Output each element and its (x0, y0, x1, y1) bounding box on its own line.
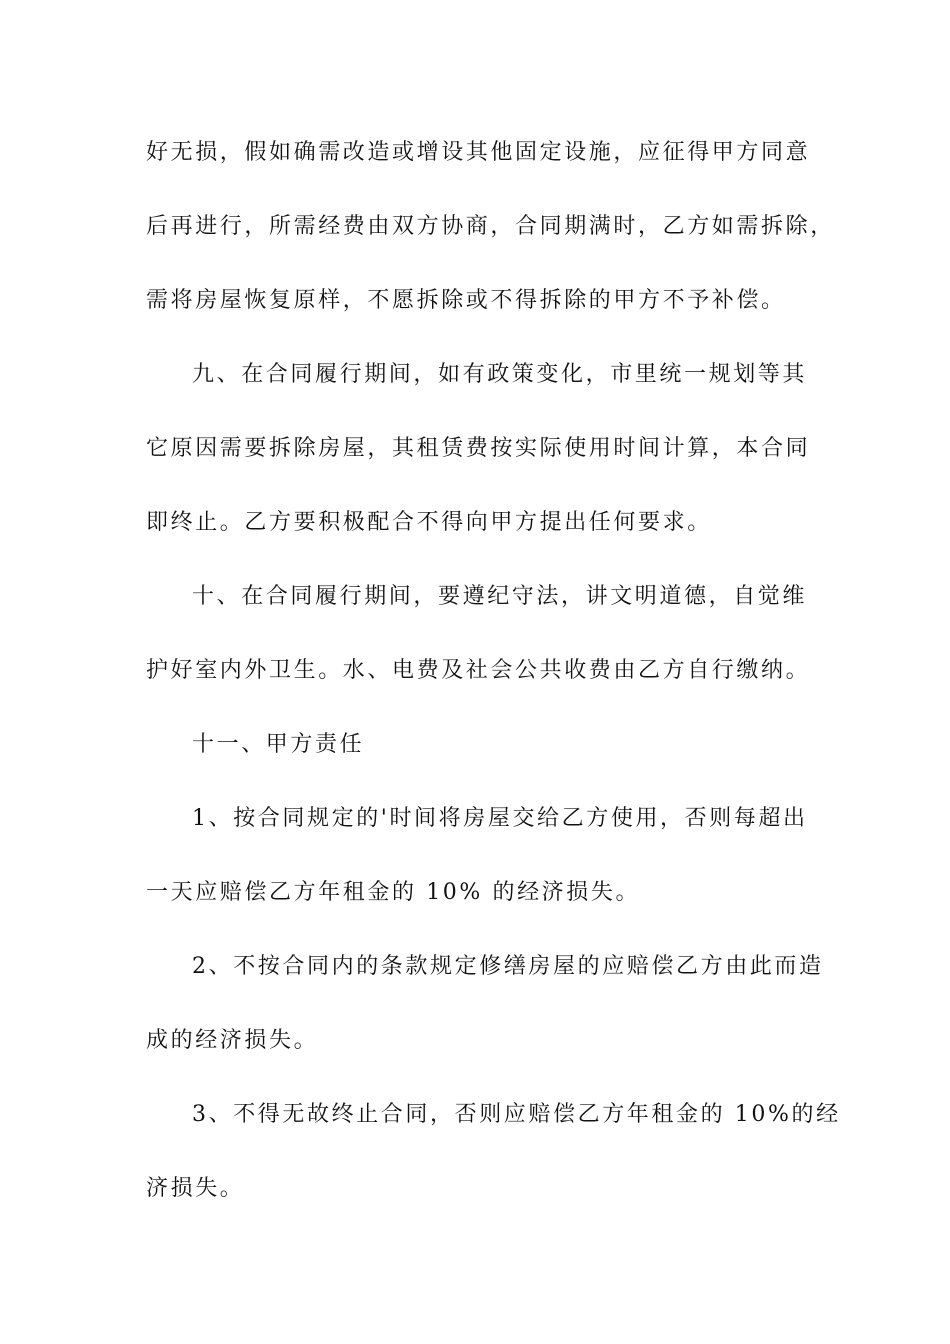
item-1-line: 1、按合同规定的'时间将房屋交给乙方使用，否则每超出 (192, 806, 808, 831)
clause-11-heading: 十一、甲方责任 (192, 732, 365, 757)
text-line: 即终止。乙方要积极配合不得向甲方提出任何要求。 (146, 510, 712, 535)
item-3-line: 3、不得无故终止合同，否则应赔偿乙方年租金的 10%的经 (192, 1102, 841, 1127)
text-line: 一天应赔偿乙方年租金的 10% 的经济损失。 (146, 880, 641, 905)
text-line: 好无损，假如确需改造或增设其他固定设施，应征得甲方同意 (146, 140, 811, 165)
text-line: 成的经济损失。 (146, 1028, 319, 1053)
clause-9-line: 九、在合同履行期间，如有政策变化，市里统一规划等其 (192, 362, 808, 387)
document-body (146, 130, 841, 1240)
text-line: 护好室内外卫生。水、电费及社会公共收费由乙方自行缴纳。 (146, 658, 811, 683)
clause-10-line: 十、在合同履行期间，要遵纪守法，讲文明道德，自觉维 (192, 584, 808, 609)
text-line: 后再进行，所需经费由双方协商，合同期满时，乙方如需拆除， (146, 214, 835, 239)
text-line: 济损失。 (146, 1176, 245, 1201)
text-line: 它原因需要拆除房屋，其租赁费按实际使用时间计算，本合同 (146, 436, 811, 461)
item-2-line: 2、不按合同内的条款规定修缮房屋的应赔偿乙方由此而造 (192, 954, 824, 979)
text-line: 需将房屋恢复原样，不愿拆除或不得拆除的甲方不予补偿。 (146, 288, 786, 313)
